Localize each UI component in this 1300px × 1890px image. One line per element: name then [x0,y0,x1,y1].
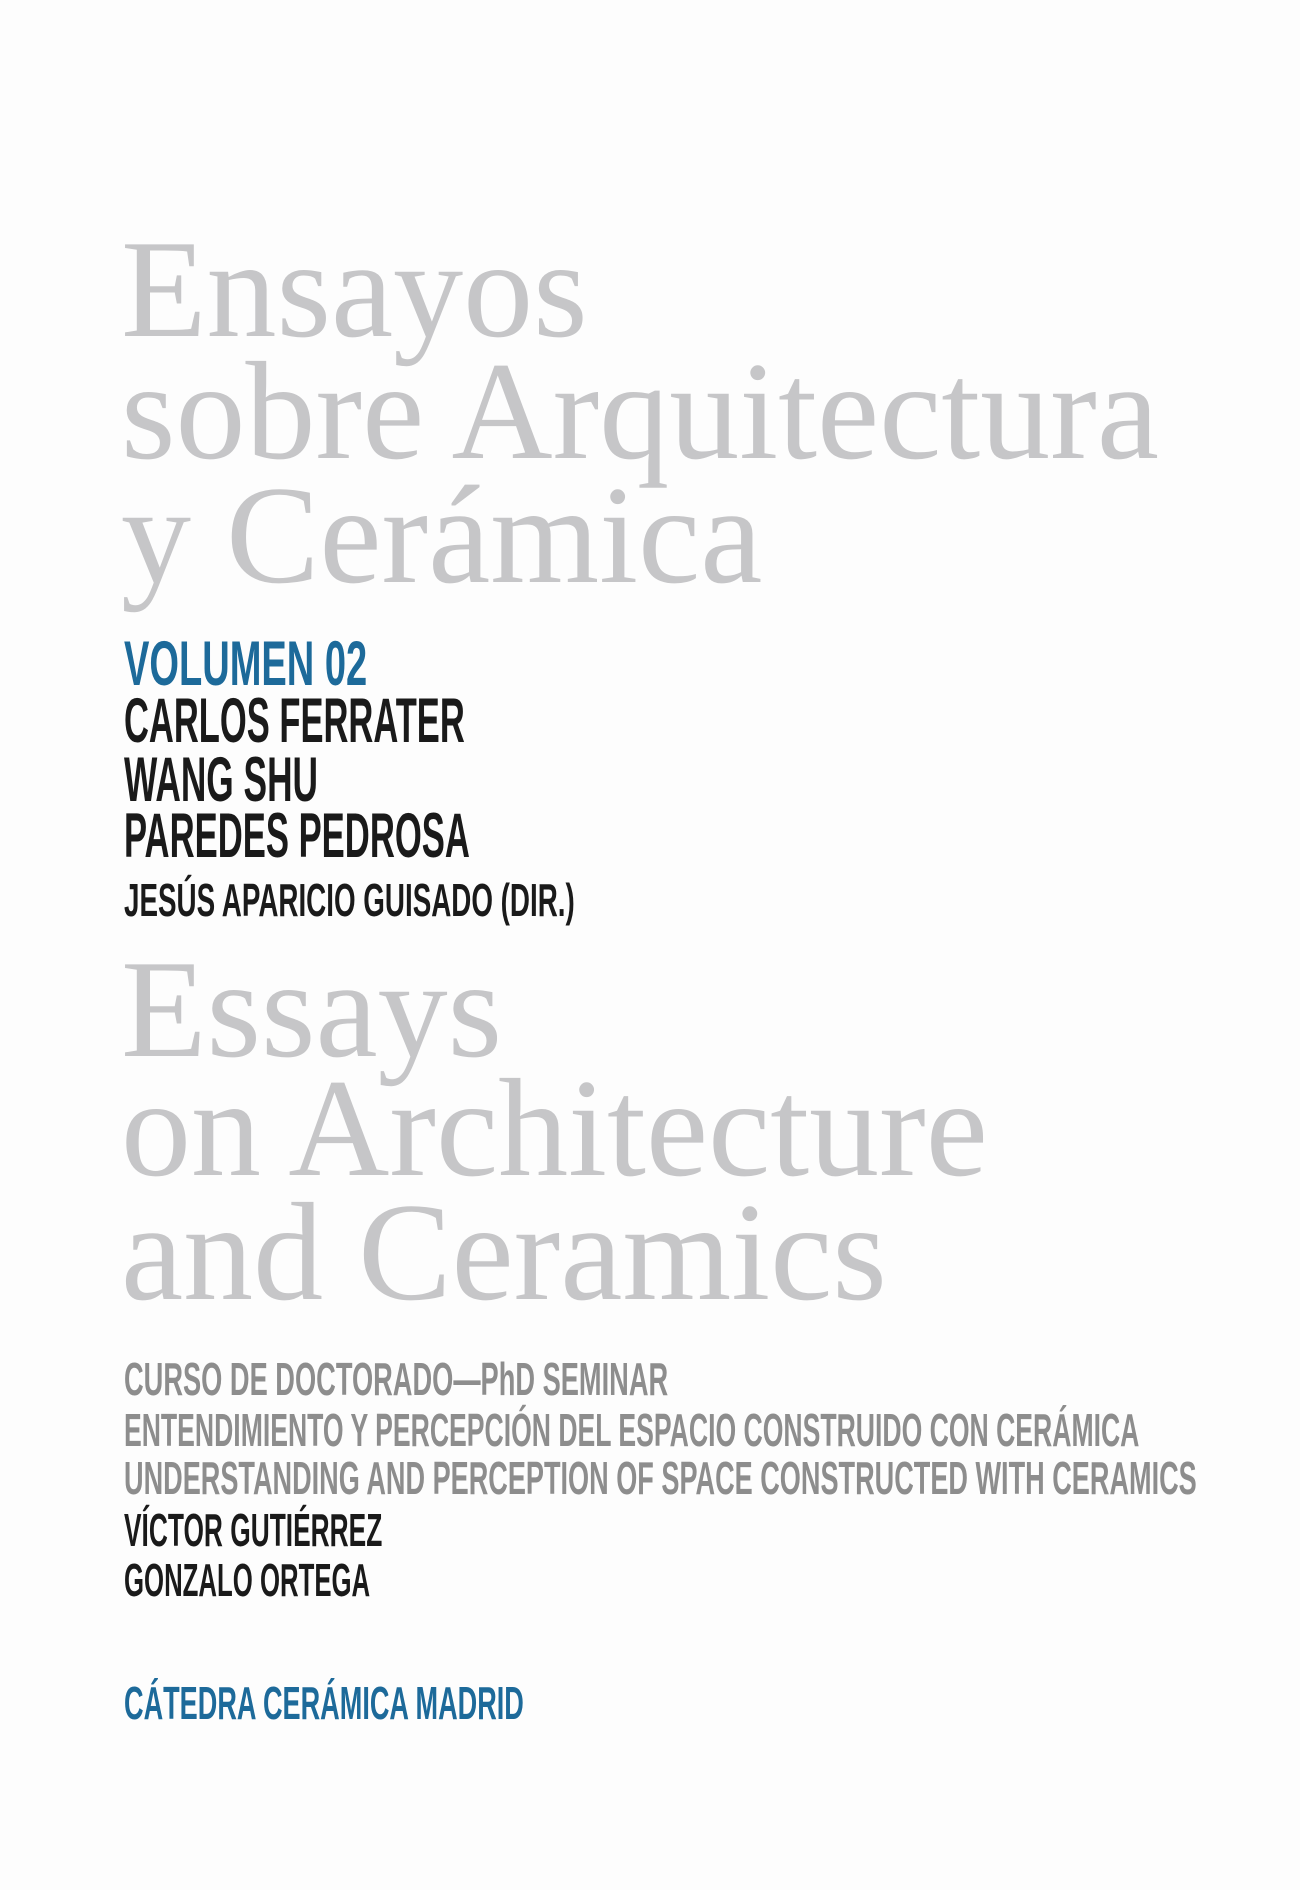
editor-name: VÍCTOR GUTIÉRREZ [124,1504,383,1556]
english-title-line: and Ceramics [121,1175,887,1330]
author-name: CARLOS FERRATER [124,686,465,756]
english-title-line: Essays [121,932,503,1087]
spanish-title-line: sobre Arquitectura [121,334,1159,489]
seminar-title-es: ENTENDIMIENTO Y PERCEPCIÓN DEL ESPACIO CONSTRUIDO CON CERÁMICA [124,1404,1140,1456]
volume-label: VOLUMEN 02 [124,629,368,699]
seminar-course-label: CURSO DE DOCTORADO—PhD SEMINAR [124,1353,669,1405]
author-name: PAREDES PEDROSA [124,801,470,871]
author-name: WANG SHU [124,745,319,815]
spanish-title-line: y Cerámica [121,458,763,613]
english-title-line: on Architecture [121,1051,988,1206]
seminar-title-en: UNDERSTANDING AND PERCEPTION OF SPACE CONSTRUCTED WITH CERAMICS [124,1452,1197,1504]
director-credit: JESÚS APARICIO GUISADO (DIR.) [124,874,575,926]
spanish-title-line: Ensayos [121,212,588,367]
editor-name: GONZALO ORTEGA [124,1554,371,1606]
publisher-name: CÁTEDRA CERÁMICA MADRID [124,1677,524,1729]
